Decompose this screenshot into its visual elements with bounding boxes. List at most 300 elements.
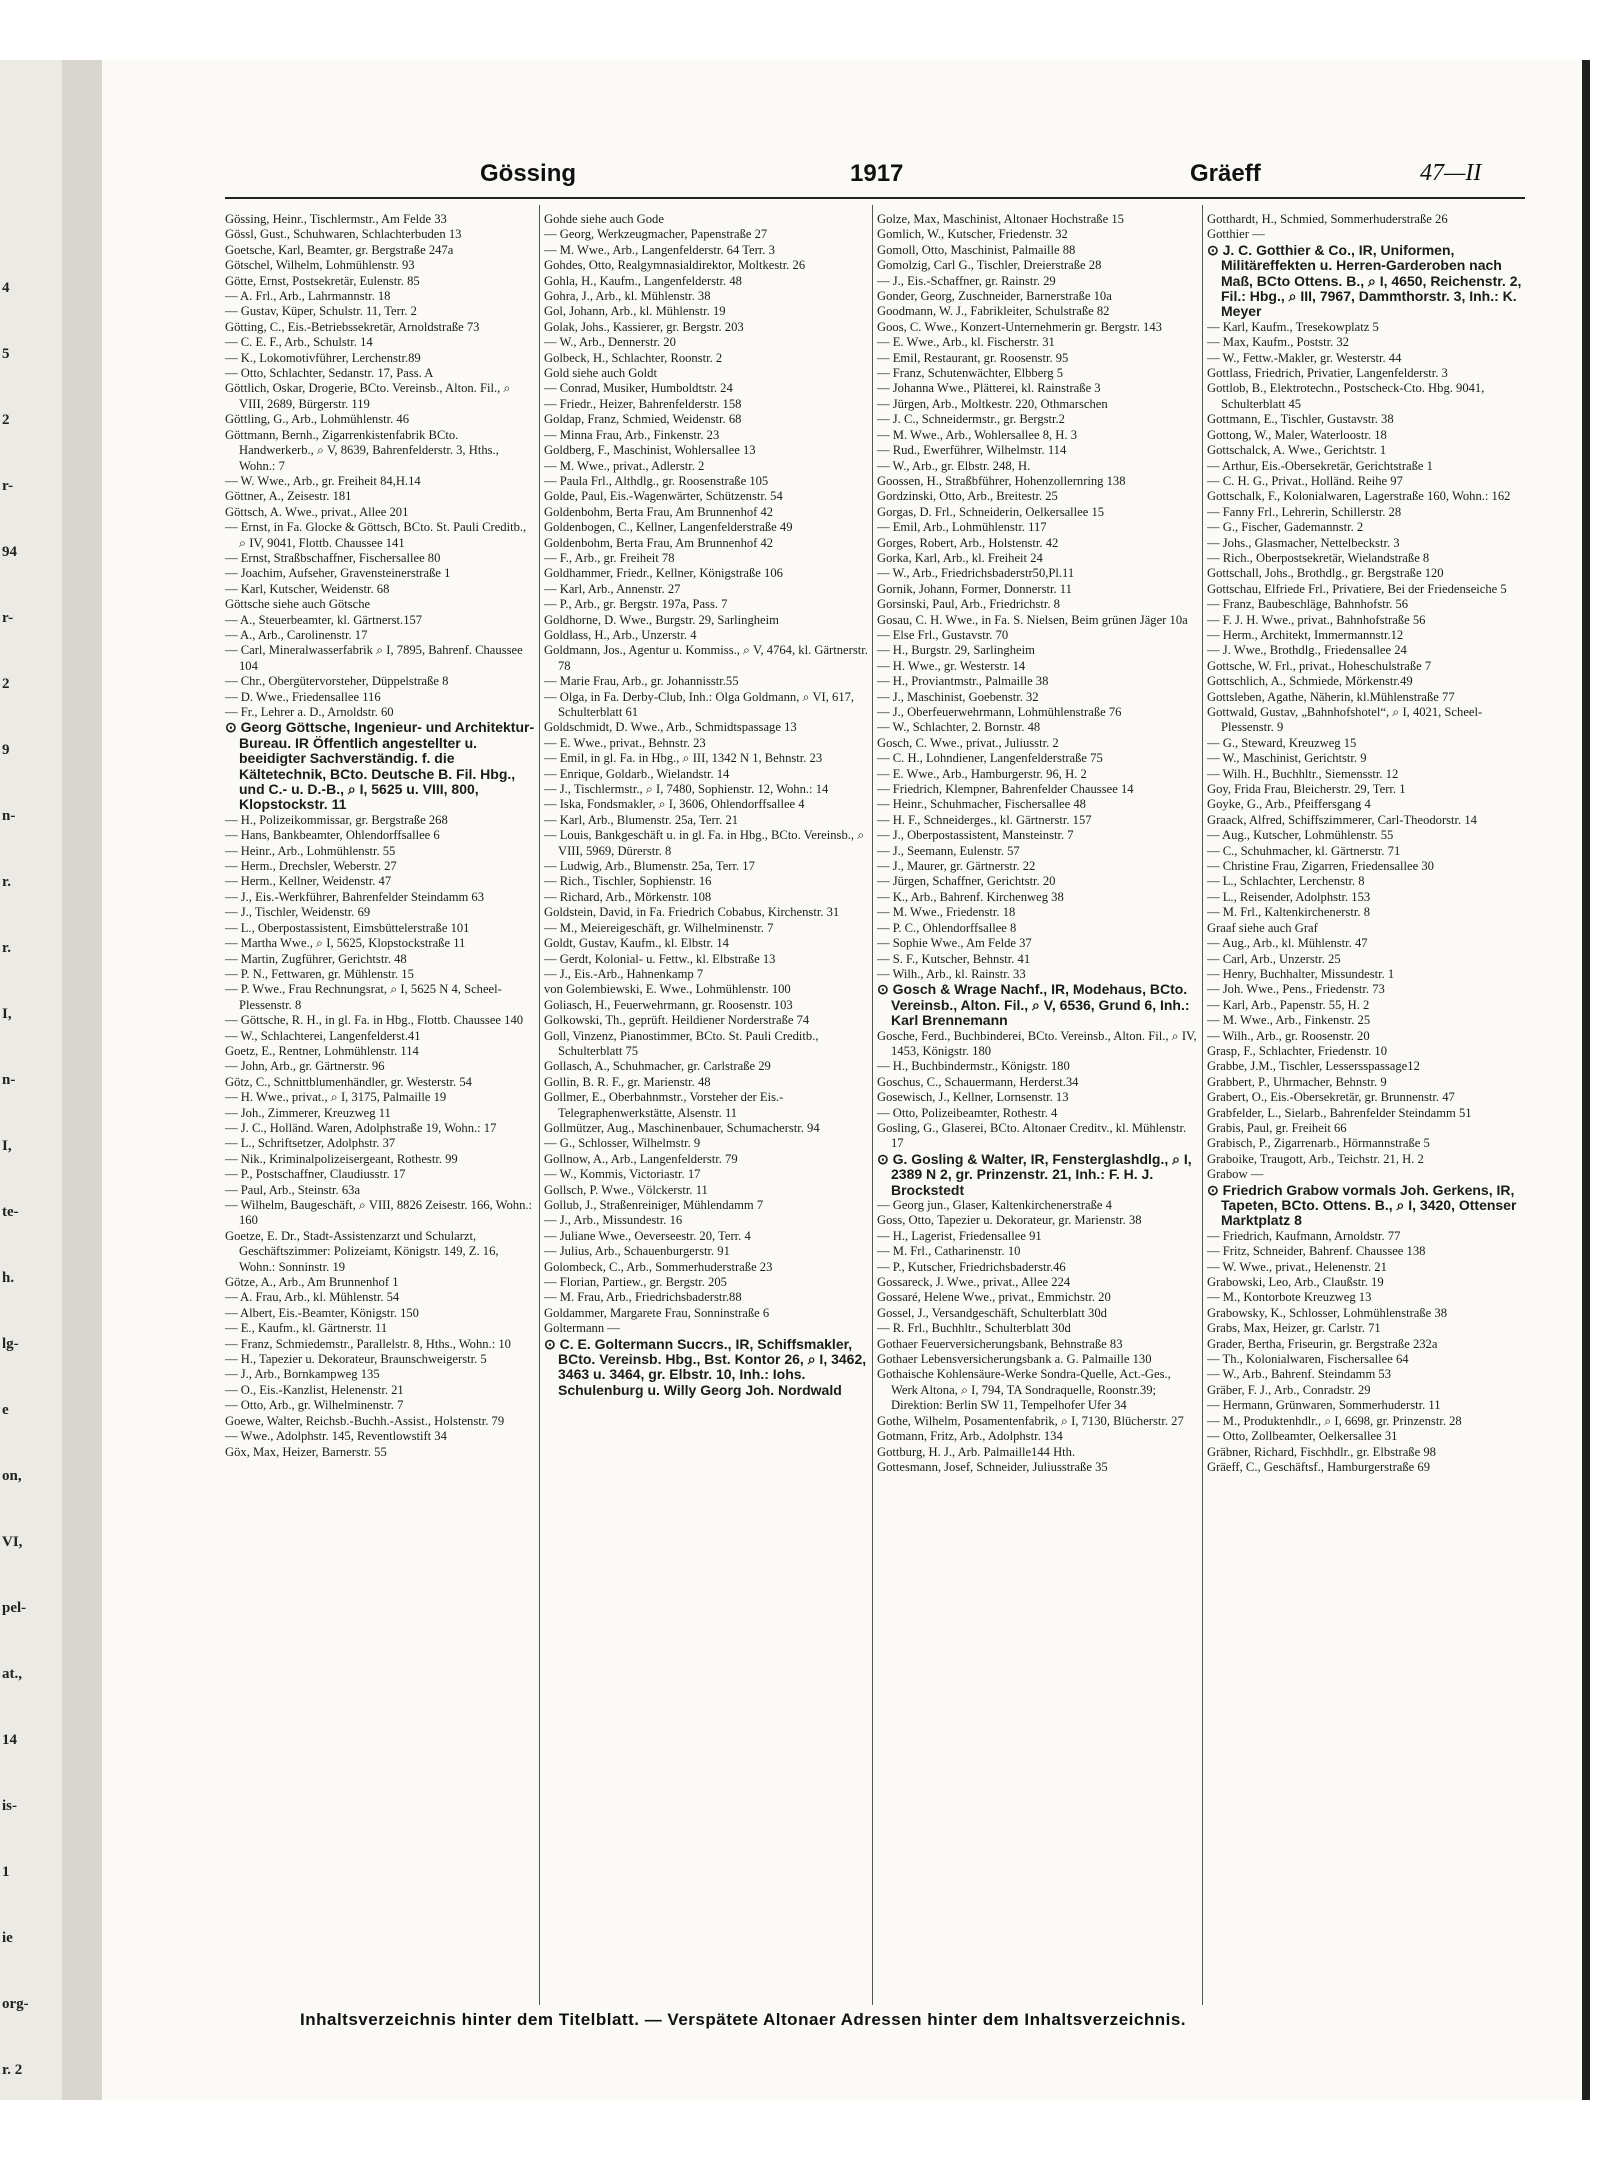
directory-entry: Goossen, H., Straßbführer, Hohenzollernring 138 [877, 473, 1126, 488]
directory-entry: Gottong, W., Maler, Waterloostr. 18 [1207, 427, 1387, 442]
directory-entry: Grabowski, Leo, Arb., Claußstr. 19 [1207, 1275, 1384, 1290]
directory-entry: — Th., Kolonialwaren, Fischersallee 64 [1207, 1352, 1409, 1367]
margin-fragment: h. [2, 1270, 15, 1286]
directory-entry: Grabow — [1207, 1167, 1264, 1182]
directory-entry: — J., Seemann, Eulenstr. 57 [877, 843, 1020, 858]
directory-entry: — K., Arb., Bahrenf. Kirchenweg 38 [877, 889, 1064, 904]
directory-entry: ⊙ C. E. Goltermann Succrs., IR, Schiffsmakler, BCto. Vereinsb. Hbg., Bst. Kontor 26, ⌕ I, 3462, 3463 u. 3464, gr. Elbstr. 10, Inh.: Iohs. Schulenburg u. Willy Georg Joh. Nordwald [544, 1335, 867, 1398]
directory-entry: — Rud., Ewerführer, Wilhelmstr. 114 [877, 443, 1067, 458]
directory-entry: Golbeck, H., Schlachter, Roonstr. 2 [544, 350, 723, 365]
directory-entry: Gohra, J., Arb., kl. Mühlenstr. 38 [544, 289, 711, 304]
directory-entry: — W. Wwe., Arb., gr. Freiheit 84,H.14 [225, 473, 421, 488]
directory-entry: — J., Oberfeuerwehrmann, Lohmühlenstraße 76 [877, 705, 1122, 719]
directory-entry: Gorges, Robert, Arb., Holstenstr. 42 [877, 535, 1059, 550]
directory-entry: — Heinr., Arb., Lohmühlenstr. 55 [225, 843, 396, 858]
directory-entry: Goldmann, Jos., Agentur u. Kommiss., ⌕ V, 4764, kl. Gärtnerstr. 78 [544, 643, 868, 673]
margin-fragment: 2 [2, 676, 10, 692]
directory-entry: Gottmann, E., Tischler, Gustavstr. 38 [1207, 412, 1394, 427]
directory-entry: — John, Arb., gr. Gärtnerstr. 96 [225, 1059, 385, 1074]
directory-entry: — J., Eis.-Arb., Hahnenkamp 7 [544, 966, 704, 981]
directory-entry: — W., Fettw.-Makler, gr. Westerstr. 44 [1207, 350, 1402, 365]
directory-entry: Gol, Johann, Arb., kl. Mühlenstr. 19 [544, 304, 726, 319]
directory-entry: Gottschalk, F., Kolonialwaren, Lagerstraße 160, Wohn.: 162 [1207, 489, 1511, 504]
directory-entry: — Wilh. H., Buchhltr., Siemensstr. 12 [1207, 766, 1399, 781]
margin-fragment: e [2, 1402, 9, 1418]
directory-entry: Gomlich, W., Kutscher, Friedenstr. 32 [877, 227, 1068, 242]
directory-entry: — M. Wwe., Friedenstr. 18 [877, 905, 1016, 920]
directory-entry: Gothe, Wilhelm, Posamentenfabrik, ⌕ I, 7130, Blücherstr. 27 [877, 1413, 1184, 1428]
directory-entry: — Georg jun., Glaser, Kaltenkirchenerstraße 4 [877, 1198, 1112, 1212]
directory-entry: — M. Wwe., privat., Adlerstr. 2 [544, 458, 705, 473]
directory-entry: — Franz, Schmiedemstr., Parallelstr. 8, Hths., Wohn.: 10 [225, 1336, 511, 1351]
directory-entry: — Ernst, Straßbschaffner, Fischersallee 80 [225, 550, 441, 565]
directory-entry: — W., Arb., Friedrichsbaderstr50,Pl.11 [877, 566, 1075, 581]
directory-entry: — Emil, Restaurant, gr. Roosenstr. 95 [877, 350, 1069, 365]
directory-entry: — P. C., Ohlendorffsallee 8 [877, 920, 1017, 935]
directory-entry: Goldenbohm, Berta Frau, Am Brunnenhof 42 [544, 504, 774, 519]
margin-fragment: r. [2, 940, 12, 956]
directory-entry: Göttner, A., Zeisestr. 181 [225, 489, 352, 504]
directory-entry: — Emil, in gl. Fa. in Hbg., ⌕ III, 1342 N 1, Behnstr. 23 [544, 751, 823, 766]
directory-entry: Göttling, G., Arb., Lohmühlenstr. 46 [225, 412, 410, 427]
directory-entry: — C. E. F., Arb., Schulstr. 14 [225, 335, 373, 350]
directory-entry: — E. Wwe., Arb., Hamburgerstr. 96, H. 2 [877, 766, 1087, 781]
directory-entry: Goldstein, David, in Fa. Friedrich Cobabus, Kirchenstr. 31 [544, 905, 840, 920]
margin-fragment: 9 [2, 742, 10, 758]
directory-entry: — Joh., Zimmerer, Kreuzweg 11 [225, 1105, 391, 1120]
directory-entry: — Fritz, Schneider, Bahrenf. Chaussee 138 [1207, 1244, 1426, 1259]
directory-entry: — Herm., Drechsler, Weberstr. 27 [225, 859, 397, 874]
directory-entry: Gosche, Ferd., Buchbinderei, BCto. Vereinsb., Alton. Fil., ⌕ IV, 1453, Königstr. 180 [877, 1028, 1197, 1058]
directory-entry: — J. Wwe., Brothdlg., Friedensallee 24 [1207, 643, 1407, 658]
directory-entry: — Karl, Kutscher, Weidenstr. 68 [225, 581, 390, 596]
directory-entry: — E. Wwe., privat., Behnstr. 23 [544, 735, 706, 750]
directory-column-3 [877, 212, 1198, 2002]
directory-entry: — Friedrich, Klempner, Bahrenfelder Chaussee 14 [877, 782, 1134, 797]
directory-entry: — Martha Wwe., ⌕ I, 5625, Klopstockstraße 11 [225, 936, 466, 951]
directory-entry: — Rich., Tischler, Sophienstr. 16 [544, 874, 712, 889]
directory-entry: — Arthur, Eis.-Obersekretär, Gerichtstraße 1 [1207, 458, 1433, 473]
directory-entry: — A. Frl., Arb., Lahrmannstr. 18 [225, 289, 391, 304]
directory-entry: Gottschau, Elfriede Frl., Privatiere, Bei der Friedenseiche 5 [1207, 581, 1507, 596]
directory-entry: — Wilh., Arb., kl. Rainstr. 33 [877, 966, 1026, 981]
directory-entry: — Hans, Bankbeamter, Ohlendorffsallee 6 [225, 828, 440, 843]
directory-entry: Göttsch, A. Wwe., privat., Allee 201 [225, 504, 409, 519]
directory-entry: — Wwe., Adolphstr. 145, Reventlowstift 34 [225, 1429, 447, 1444]
directory-entry: Goltermann — [544, 1321, 620, 1336]
directory-entry: Goodmann, W. J., Fabrikleiter, Schulstraße 82 [877, 304, 1110, 319]
running-head-year: 1917 [850, 160, 904, 187]
directory-entry: Gottsche, W. Frl., privat., Hoheschulstraße 7 [1207, 658, 1432, 673]
directory-entry: Goy, Frida Frau, Bleicherstr. 29, Terr. 1 [1207, 782, 1406, 797]
directory-entry: Gomoll, Otto, Maschinist, Palmaille 88 [877, 242, 1076, 257]
directory-entry: — Chr., Obergütervorsteher, Düppelstraße 8 [225, 674, 449, 689]
directory-entry: — W., Arb., Dennerstr. 20 [544, 335, 676, 350]
directory-entry: — M. Frl., Kaltenkirchenerstr. 8 [1207, 905, 1370, 920]
directory-entry: — G., Fischer, Gademannstr. 2 [1207, 520, 1364, 535]
directory-entry: — H., Polizeikommissar, gr. Bergstraße 268 [225, 812, 448, 827]
directory-entry: — H., Burgstr. 29, Sarlingheim [877, 643, 1035, 658]
directory-entry: — Otto, Zollbeamter, Oelkersallee 31 [1207, 1429, 1398, 1444]
directory-entry: — Albert, Eis.-Beamter, Königstr. 150 [225, 1305, 419, 1320]
directory-entry: Goetze, E. Dr., Stadt-Assistenzarzt und Schularzt, Geschäftszimmer: Polizeiamt, Königstr. 149, Z. 16, Wohn.: Sonninstr. 19 [225, 1228, 499, 1274]
directory-column-1 [225, 212, 535, 2002]
directory-entry: — Richard, Arb., Mörkenstr. 108 [544, 889, 712, 904]
directory-entry: — P., Kutscher, Friedrichsbaderstr.46 [877, 1259, 1066, 1274]
running-head-right: Gräeff [1190, 160, 1261, 187]
directory-entry: Göx, Max, Heizer, Barnerstr. 55 [225, 1444, 387, 1459]
directory-entry: — M. Wwe., Arb., Wohlersallee 8, H. 3 [877, 427, 1077, 442]
directory-entry: — Conrad, Musiker, Humboldtstr. 24 [544, 381, 733, 396]
directory-entry: Göttmann, Bernh., Zigarrenkistenfabrik BCto. Handwerkerb., ⌕ V, 8639, Bahrenfelderstr. 3, Hths., Wohn.: 7 [225, 427, 499, 473]
directory-entry: Gosau, C. H. Wwe., in Fa. S. Nielsen, Beim grünen Jäger 10a [877, 612, 1188, 627]
margin-fragment: ie [2, 1930, 13, 1946]
directory-entry: Gottschlich, A., Schmiede, Mörkenstr.49 [1207, 674, 1413, 689]
directory-entry: Grabs, Max, Heizer, gr. Carlstr. 71 [1207, 1321, 1381, 1336]
directory-entry: Golak, Johs., Kassierer, gr. Bergstr. 203 [544, 319, 744, 334]
directory-entry: Golde, Paul, Eis.-Wagenwärter, Schützenstr. 54 [544, 489, 783, 504]
directory-entry: — W., Maschinist, Gerichtstr. 9 [1207, 751, 1367, 766]
directory-entry: Gossaré, Helene Wwe., privat., Emmichstr. 20 [877, 1290, 1111, 1305]
directory-entry: — Otto, Arb., gr. Wilhelminenstr. 7 [225, 1398, 404, 1413]
directory-entry: — C. H. G., Privat., Holländ. Reihe 97 [1207, 473, 1403, 488]
directory-entry: — L., Schlachter, Lerchenstr. 8 [1207, 874, 1365, 889]
margin-fragment: r- [2, 610, 14, 626]
directory-entry: — J., Maschinist, Goebenstr. 32 [877, 689, 1039, 704]
directory-entry: — Joachim, Aufseher, Gravensteinerstraße 1 [225, 566, 451, 581]
directory-entry: Gosch, C. Wwe., privat., Juliusstr. 2 [877, 735, 1059, 750]
directory-entry: Göttsche siehe auch Götsche [225, 597, 371, 612]
directory-entry: — W., Schlachter, 2. Bornstr. 48 [877, 720, 1041, 735]
directory-entry: Gothaer Lebensversicherungsbank a. G. Palmaille 130 [877, 1352, 1152, 1367]
margin-fragment: 1 [2, 1864, 10, 1880]
directory-entry: — Jürgen, Arb., Moltkestr. 220, Othmarschen [877, 396, 1108, 411]
directory-entry: — Paula Frl., Althdlg., gr. Roosenstraße 105 [544, 473, 769, 488]
directory-entry: Gossareck, J. Wwe., privat., Allee 224 [877, 1275, 1071, 1290]
directory-entry: — D. Wwe., Friedensallee 116 [225, 689, 381, 704]
directory-entry: Goos, C. Wwe., Konzert-Unternehmerin gr. Bergstr. 143 [877, 319, 1162, 334]
directory-entry: — Heinr., Schuhmacher, Fischersallee 48 [877, 797, 1086, 812]
directory-entry: Gollasch, A., Schuhmacher, gr. Carlstraße 29 [544, 1059, 771, 1074]
directory-entry: Gottsleben, Agathe, Näherin, kl.Mühlenstraße 77 [1207, 689, 1455, 704]
directory-entry: — Jürgen, Schaffner, Gerichtstr. 20 [877, 874, 1056, 889]
margin-fragment: on, [2, 1468, 22, 1484]
directory-entry: — Johanna Wwe., Plätterei, kl. Rainstraße 3 [877, 381, 1101, 396]
directory-entry: Gräbner, Richard, Fischhdlr., gr. Elbstraße 98 [1207, 1444, 1436, 1459]
directory-column-4 [1207, 212, 1525, 2002]
directory-entry: Grabert, O., Eis.-Obersekretär, gr. Brunnenstr. 47 [1207, 1090, 1455, 1105]
directory-entry: — P. Wwe., Frau Rechnungsrat, ⌕ I, 5625 N 4, Scheel-Plessenstr. 8 [225, 982, 502, 1012]
directory-entry: Goldberg, F., Maschinist, Wohlersallee 13 [544, 443, 756, 458]
directory-entry: — P., Arb., gr. Bergstr. 197a, Pass. 7 [544, 597, 728, 612]
directory-entry: Grabfelder, L., Sielarb., Bahrenfelder Steindamm 51 [1207, 1105, 1472, 1120]
directory-entry: Gottwald, Gustav, „Bahnhofshotel“, ⌕ I, 4021, Scheel-Plessenstr. 9 [1207, 705, 1483, 735]
directory-entry: — Ludwig, Arb., Blumenstr. 25a, Terr. 17 [544, 859, 755, 874]
directory-entry: Goewe, Walter, Reichsb.-Buchh.-Assist., Holstenstr. 79 [225, 1413, 505, 1428]
directory-entry: Gollin, B. R. F., gr. Marienstr. 48 [544, 1074, 711, 1089]
directory-entry: — F. J. H. Wwe., privat., Bahnhofstraße 56 [1207, 612, 1426, 627]
directory-entry: Goschus, C., Schauermann, Herderst.34 [877, 1074, 1079, 1089]
directory-entry: ⊙ J. C. Gotthier & Co., IR, Uniformen, Militäreffekten u. Herren-Garderoben nach Maß, BCto Ottens. B., ⌕ I, 4650, Reichenstr. 2, Fil.: Hbg., ⌕ III, 7967, Dammthorstr. 3, Inh.: K. Meyer [1207, 241, 1522, 320]
directory-entry: — Herm., Kellner, Weidenstr. 47 [225, 874, 392, 889]
directory-entry: — Carl, Mineralwasserfabrik ⌕ I, 7895, Bahrenf. Chaussee 104 [225, 643, 523, 673]
directory-entry: — Wilh., Arb., gr. Roosenstr. 20 [1207, 1028, 1370, 1043]
directory-entry: — Rich., Oberpostsekretär, Wielandstraße 8 [1207, 550, 1430, 565]
directory-entry: Golze, Max, Maschinist, Altonaer Hochstraße 15 [877, 212, 1124, 226]
directory-entry: Golkowski, Th., geprüft. Heildiener Norderstraße 74 [544, 1013, 810, 1028]
directory-entry: — Aug., Arb., kl. Mühlenstr. 47 [1207, 936, 1368, 951]
directory-entry: Gorsinski, Paul, Arb., Friedrichstr. 8 [877, 597, 1060, 612]
directory-entry: — W. Wwe., privat., Helenenstr. 21 [1207, 1259, 1387, 1274]
directory-entry: — W., Kommis, Victoriastr. 17 [544, 1167, 701, 1182]
directory-entry: — Juliane Wwe., Oeverseestr. 20, Terr. 4 [544, 1228, 751, 1243]
column-divider [872, 205, 873, 2005]
directory-entry: — Olga, in Fa. Derby-Club, Inh.: Olga Goldmann, ⌕ VI, 617, Schulterblatt 61 [544, 689, 855, 719]
directory-entry: — H. Wwe., privat., ⌕ I, 3175, Palmaille 19 [225, 1090, 447, 1105]
directory-entry: — Friedr., Heizer, Bahrenfelderstr. 158 [544, 396, 742, 411]
directory-entry: Grabowsky, K., Schlosser, Lohmühlenstraße 38 [1207, 1305, 1448, 1320]
margin-fragment: 5 [2, 346, 10, 362]
directory-entry: — Carl, Arb., Unzerstr. 25 [1207, 951, 1341, 966]
directory-entry: — M., Kontorbote Kreuzweg 13 [1207, 1290, 1372, 1305]
directory-entry: — W., Schlachterei, Langenfelderst.41 [225, 1028, 421, 1043]
margin-fragment: lg- [2, 1336, 19, 1352]
directory-entry: Gosewisch, J., Kellner, Lornsenstr. 13 [877, 1090, 1069, 1105]
directory-entry: — H., Tapezier u. Dekorateur, Braunschweigerstr. 5 [225, 1352, 487, 1367]
directory-entry: — H. Wwe., gr. Westerstr. 14 [877, 658, 1026, 673]
directory-entry: — Fanny Frl., Lehrerin, Schillerstr. 28 [1207, 504, 1402, 519]
directory-entry: Götschel, Wilhelm, Lohmühlenstr. 93 [225, 258, 415, 273]
margin-fragment: 2 [2, 412, 10, 428]
directory-entry: — P., Postschaffner, Claudiusstr. 17 [225, 1167, 406, 1182]
directory-entry: — Aug., Kutscher, Lohmühlenstr. 55 [1207, 828, 1394, 843]
directory-entry: — Nik., Kriminalpolizeisergeant, Rothestr. 99 [225, 1151, 458, 1166]
directory-entry: — Wilhelm, Baugeschäft, ⌕ VIII, 8826 Zeisestr. 166, Wohn.: 160 [225, 1198, 533, 1228]
directory-entry: Gohdes, Otto, Realgymnasialdirektor, Moltkestr. 26 [544, 258, 806, 273]
directory-entry: — Max, Kaufm., Poststr. 32 [1207, 335, 1350, 350]
directory-entry: Gotthier — [1207, 227, 1265, 242]
directory-entry: — Fr., Lehrer a. D., Arnoldstr. 60 [225, 705, 394, 719]
directory-entry: Gothaer Feuerversicherungsbank, Behnstraße 83 [877, 1336, 1123, 1351]
directory-entry: Gollnow, A., Arb., Langenfelderstr. 79 [544, 1151, 738, 1166]
directory-entry: Gräber, F. J., Arb., Conradstr. 29 [1207, 1382, 1371, 1397]
directory-entry: — Joh. Wwe., Pens., Friedenstr. 73 [1207, 982, 1385, 997]
directory-entry: — Franz, Baubeschläge, Bahnhofstr. 56 [1207, 597, 1409, 612]
directory-entry: — Martin, Zugführer, Gerichtstr. 48 [225, 951, 407, 966]
directory-entry: — W., Arb., Bahrenf. Steindamm 53 [1207, 1367, 1391, 1382]
running-head-left: Gössing [480, 160, 577, 187]
directory-entry: Goss, Otto, Tapezier u. Dekorateur, gr. Marienstr. 38 [877, 1213, 1142, 1228]
directory-entry: Goldschmidt, D. Wwe., Arb., Schmidtspassage 13 [544, 720, 797, 735]
directory-entry: — L., Schriftsetzer, Adolphstr. 37 [225, 1136, 396, 1151]
directory-entry: Goetsche, Karl, Beamter, gr. Bergstraße 247a [225, 242, 454, 257]
directory-entry: — M., Produktenhdlr., ⌕ I, 6698, gr. Prinzenstr. 28 [1207, 1413, 1462, 1428]
directory-entry: — Emil, Arb., Lohmühlenstr. 117 [877, 520, 1047, 535]
directory-entry: — O., Eis.-Kanzlist, Helenenstr. 21 [225, 1382, 404, 1397]
directory-entry: — A., Arb., Carolinenstr. 17 [225, 627, 368, 642]
directory-entry: — Gustav, Küper, Schulstr. 11, Terr. 2 [225, 304, 417, 319]
directory-entry: Gotmann, Fritz, Arb., Adolphstr. 134 [877, 1429, 1063, 1444]
directory-entry: — L., Oberpostassistent, Eimsbüttelerstraße 101 [225, 920, 470, 935]
margin-fragment: 94 [2, 544, 17, 560]
directory-entry: — R. Frl., Buchhltr., Schulterblatt 30d [877, 1321, 1071, 1336]
directory-entry: Gohla, H., Kaufm., Langenfelderstr. 48 [544, 273, 742, 288]
directory-entry: — Minna Frau, Arb., Finkenstr. 23 [544, 427, 720, 442]
directory-entry: Gollsch, P. Wwe., Völckerstr. 11 [544, 1182, 708, 1197]
directory-entry: — G., Schlosser, Wilhelmstr. 9 [544, 1136, 701, 1151]
directory-entry: — J., Tischler, Weidenstr. 69 [225, 905, 371, 920]
directory-entry: Goldap, Franz, Schmied, Weidenstr. 68 [544, 412, 742, 427]
directory-entry: Götz, C., Schnittblumenhändler, gr. Westerstr. 54 [225, 1074, 472, 1089]
margin-fragment: VI, [2, 1534, 23, 1550]
column-divider [1202, 205, 1203, 2005]
directory-entry: — L., Reisender, Adolphstr. 153 [1207, 889, 1371, 904]
directory-entry: Gössl, Gust., Schuhwaren, Schlachterbuden 13 [225, 227, 462, 242]
directory-entry: — Julius, Arb., Schauenburgerstr. 91 [544, 1244, 730, 1259]
margin-fragment: pel- [2, 1600, 27, 1616]
directory-entry: Gössing, Heinr., Tischlermstr., Am Felde 33 [225, 212, 447, 226]
directory-entry: Gottesmann, Josef, Schneider, Juliusstraße 35 [877, 1459, 1108, 1474]
directory-entry: — M. Frau, Arb., Friedrichsbaderstr.88 [544, 1290, 742, 1305]
directory-entry: ⊙ Georg Göttsche, Ingenieur- und Architektur-Bureau. IR Öffentlich angestellter u. beeidigter Sachverständig. f. die Kältetechnik, BCto. Deutsche B. Fil. Hbg., und C.- u. D.-B., ⌕ I, 5625 u. VIII, 800, Klopstockstr. 11 [225, 719, 535, 813]
adjacent-page-edge [0, 60, 64, 2100]
directory-entry: — F., Arb., gr. Freiheit 78 [544, 550, 675, 565]
directory-column-2 [544, 212, 868, 2002]
directory-entry: Gotthardt, H., Schmied, Sommerhuderstraße 26 [1207, 212, 1448, 226]
margin-fragment: n- [2, 1072, 16, 1088]
directory-entry: — J., Tischlermstr., ⌕ I, 7480, Sophienstr. 12, Wohn.: 14 [544, 782, 829, 797]
directory-entry: Gottlob, B., Elektrotechn., Postscheck-Cto. Hbg. 9041, Schulterblatt 45 [1207, 381, 1485, 411]
margin-fragment: r. 2 [2, 2062, 23, 2078]
directory-entry: — Franz, Schutenwächter, Elbberg 5 [877, 366, 1064, 381]
margin-fragment: te- [2, 1204, 19, 1220]
directory-entry: Gottlass, Friedrich, Privatier, Langenfelderstr. 3 [1207, 366, 1448, 381]
directory-entry: Goldlass, H., Arb., Unzerstr. 4 [544, 627, 697, 642]
directory-entry: — M. Frl., Catharinenstr. 10 [877, 1244, 1021, 1259]
directory-entry: — Göttsche, R. H., in gl. Fa. in Hbg., Flottb. Chaussee 140 [225, 1013, 524, 1028]
directory-entry: — H., Proviantmstr., Palmaille 38 [877, 674, 1049, 689]
directory-entry: — C., Schuhmacher, kl. Gärtnerstr. 71 [1207, 843, 1401, 858]
margin-fragment: is- [2, 1798, 17, 1814]
directory-entry: — Karl, Kaufm., Tresekowplatz 5 [1207, 319, 1379, 334]
margin-fragment: r- [2, 478, 14, 494]
directory-entry: Gottburg, H. J., Arb. Palmaille144 Hth. [877, 1444, 1076, 1459]
directory-entry: Gossel, J., Versandgeschäft, Schulterblatt 30d [877, 1305, 1107, 1320]
directory-entry: — M. Wwe., Arb., Finkenstr. 25 [1207, 1013, 1371, 1028]
directory-entry: Götze, A., Arb., Am Brunnenhof 1 [225, 1275, 399, 1290]
directory-entry: — Karl, Arb., Blumenstr. 25a, Terr. 21 [544, 812, 739, 827]
directory-entry: Graaf siehe auch Graf [1207, 920, 1318, 935]
margin-fragment: 14 [2, 1732, 17, 1748]
directory-entry: — E. Wwe., Arb., kl. Fischerstr. 31 [877, 335, 1055, 350]
directory-entry: — M. Wwe., Arb., Langenfelderstr. 64 Terr. 3 [544, 242, 775, 257]
directory-entry: Goldt, Gustav, Kaufm., kl. Elbstr. 14 [544, 936, 729, 951]
directory-entry: — A., Steuerbeamter, kl. Gärtnerst.157 [225, 612, 423, 627]
directory-entry: Gold siehe auch Goldt [544, 366, 657, 381]
directory-entry: — J. C., Schneidermstr., gr. Bergstr.2 [877, 412, 1065, 427]
header-rule [225, 197, 1525, 199]
page-gutter [62, 60, 102, 2100]
directory-entry: Götting, C., Eis.-Betriebssekretär, Arnoldstraße 73 [225, 319, 480, 334]
directory-entry: — Hermann, Grünwaren, Sommerhuderstr. 11 [1207, 1398, 1441, 1413]
column-divider [539, 205, 540, 2005]
directory-entry: — G., Steward, Kreuzweg 15 [1207, 735, 1357, 750]
margin-fragment: 4 [2, 280, 10, 296]
directory-entry: Gothaische Kohlensäure-Werke Sondra-Quelle, Act.-Ges., Werk Altona, ⌕ I, 794, TA Sondraquelle, Roonstr.39; Direktion: Berlin SW 11, Tempelhofer Ufer 34 [877, 1367, 1171, 1413]
directory-entry: Gornik, Johann, Former, Donnerstr. 11 [877, 581, 1072, 596]
directory-entry: Graack, Alfred, Schiffszimmerer, Carl-Theodorstr. 14 [1207, 812, 1477, 827]
directory-entry: — J. C., Holländ. Waren, Adolphstraße 19, Wohn.: 17 [225, 1120, 497, 1135]
directory-entry: Goll, Vinzenz, Pianostimmer, BCto. St. Pauli Creditb., Schulterblatt 75 [544, 1028, 819, 1058]
directory-entry: — J., Eis.-Schaffner, gr. Rainstr. 29 [877, 273, 1056, 288]
directory-entry: Gorgas, D. Frl., Schneiderin, Oelkersallee 15 [877, 504, 1105, 519]
directory-entry: — Otto, Schlachter, Sedanstr. 17, Pass. A [225, 366, 434, 381]
directory-entry: — Johs., Glasmacher, Nettelbeckstr. 3 [1207, 535, 1400, 550]
directory-entry: Gorka, Karl, Arb., kl. Freiheit 24 [877, 550, 1043, 565]
footer-notice: Inhaltsverzeichnis hinter dem Titelblatt. — Verspätete Altonaer Adressen hinter dem Inhaltsverzeichnis. [300, 2010, 1187, 2029]
directory-entry: — Sophie Wwe., Am Felde 37 [877, 936, 1032, 951]
directory-entry: — H., Lagerist, Friedensallee 91 [877, 1228, 1042, 1243]
directory-entry: Gollub, J., Straßenreiniger, Mühlendamm 7 [544, 1198, 764, 1212]
margin-fragment: I, [2, 1006, 12, 1022]
directory-entry: — W., Arb., gr. Elbstr. 248, H. [877, 458, 1031, 473]
directory-entry: Goliasch, H., Feuerwehrmann, gr. Roosenstr. 103 [544, 997, 793, 1012]
directory-entry: Grabbe, J.M., Tischler, Lessersspassage12 [1207, 1059, 1420, 1074]
directory-entry: Grabisch, P., Zigarrenarb., Hörmannstraße 5 [1207, 1136, 1430, 1151]
directory-entry: — Friedrich, Kaufmann, Arnoldstr. 77 [1207, 1228, 1401, 1243]
directory-entry: — Marie Frau, Arb., gr. Johannisstr.55 [544, 674, 739, 689]
directory-entry: — Gerdt, Kolonial- u. Fettw., kl. Elbstraße 13 [544, 951, 776, 966]
directory-entry: Grasp, F., Schlachter, Friedenstr. 10 [1207, 1043, 1388, 1058]
directory-entry: — J., Arb., Bornkampweg 135 [225, 1367, 380, 1382]
directory-entry: — J., Arb., Missundestr. 16 [544, 1213, 683, 1228]
directory-entry: Golombeck, C., Arb., Sommerhuderstraße 23 [544, 1259, 773, 1274]
directory-entry: — Georg, Werkzeugmacher, Papenstraße 27 [544, 227, 768, 242]
directory-entry: Gordzinski, Otto, Arb., Breitestr. 25 [877, 489, 1058, 504]
directory-entry: — Else Frl., Gustavstr. 70 [877, 627, 1009, 642]
margin-fragment: at., [2, 1666, 22, 1682]
directory-entry: — Christine Frau, Zigarren, Friedensallee 30 [1207, 859, 1434, 874]
directory-entry: Gollmer, E., Oberbahnmstr., Vorsteher der Eis.-Telegraphenwerkstätte, Alsenstr. 11 [544, 1090, 784, 1120]
directory-entry: Goldenbogen, C., Kellner, Langenfelderstraße 49 [544, 520, 793, 535]
directory-entry: Graboike, Traugott, Arb., Teichstr. 21, H. 2 [1207, 1151, 1424, 1166]
directory-entry: — H. F., Schneiderges., kl. Gärtnerstr. 157 [877, 812, 1092, 827]
directory-entry: — Herm., Architekt, Immermannstr.12 [1207, 627, 1404, 642]
directory-entry: — S. F., Kutscher, Behnstr. 41 [877, 951, 1031, 966]
directory-entry: Goetz, E., Rentner, Lohmühlenstr. 114 [225, 1043, 419, 1058]
directory-entry: Gräeff, C., Geschäftsf., Hamburgerstraße 69 [1207, 1459, 1430, 1474]
directory-entry: — H., Buchbindermstr., Königstr. 180 [877, 1059, 1070, 1074]
margin-fragment: n- [2, 808, 16, 824]
directory-entry: Grabis, Paul, gr. Freiheit 66 [1207, 1120, 1347, 1135]
directory-entry: — E., Kaufm., kl. Gärtnerstr. 11 [225, 1321, 388, 1336]
directory-entry: ⊙ Friedrich Grabow vormals Joh. Gerkens, IR, Tapeten, BCto. Ottens. B., ⌕ I, 3420, Ottenser Marktplatz 8 [1207, 1181, 1517, 1229]
directory-entry: — C. H., Lohndiener, Langenfelderstraße 75 [877, 751, 1103, 766]
directory-entry: Goyke, G., Arb., Pfeiffersgang 4 [1207, 797, 1371, 812]
margin-fragment: r. [2, 874, 12, 890]
directory-entry: — Louis, Bankgeschäft u. in gl. Fa. in Hbg., BCto. Vereinsb., ⌕ VIII, 5969, Dürerstr. 8 [544, 828, 865, 858]
directory-entry: Götte, Ernst, Postsekretär, Eulenstr. 85 [225, 273, 420, 288]
directory-entry: — J., Eis.-Werkführer, Bahrenfelder Steindamm 63 [225, 889, 485, 904]
directory-entry: — Karl, Arb., Annenstr. 27 [544, 581, 681, 596]
margin-fragment: I, [2, 1138, 12, 1154]
directory-entry: Grabbert, P., Uhrmacher, Behnstr. 9 [1207, 1074, 1387, 1089]
directory-entry: — Paul, Arb., Steinstr. 63a [225, 1182, 361, 1197]
directory-entry: — P. N., Fettwaren, gr. Mühlenstr. 15 [225, 966, 414, 981]
directory-entry: — Ernst, in Fa. Glocke & Göttsch, BCto. St. Pauli Creditb., ⌕ IV, 9041, Flottb. Chaussee 141 [225, 520, 527, 550]
directory-entry: Gosling, G., Glaserei, BCto. Altonaer Creditv., kl. Mühlenstr. 17 [877, 1120, 1187, 1151]
directory-entry: Gollmützer, Aug., Maschinenbauer, Schumacherstr. 94 [544, 1120, 820, 1135]
